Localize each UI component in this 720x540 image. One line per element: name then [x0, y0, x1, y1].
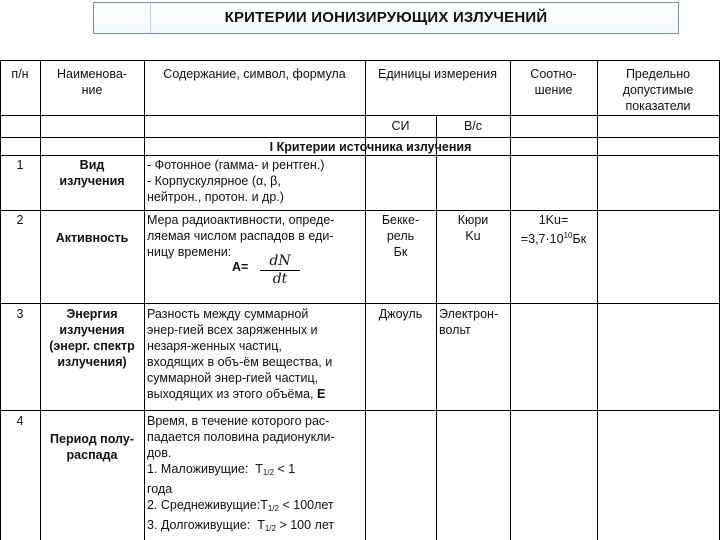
content-text: 1. Маложивущие: — [147, 462, 249, 476]
row-num: 4 — [16, 414, 24, 428]
header-name-line: Наименова- — [57, 67, 127, 81]
grid-line-v — [40, 60, 41, 540]
unit-line: рель — [386, 229, 415, 243]
header-limits — [597, 66, 719, 114]
row-si-unit — [365, 212, 436, 260]
content-line: Время, в течение которого рас- — [147, 414, 330, 428]
content-line: дов. — [147, 446, 172, 460]
content-text: 3. Долгоживущие: — [147, 518, 251, 532]
row-name: Активность — [55, 231, 129, 245]
grid-line-h — [0, 410, 720, 411]
content-text: 2. Среднеживущие: — [147, 498, 261, 512]
content-line: года — [147, 482, 173, 496]
row-name-line: (энерг. спектр — [49, 339, 135, 353]
content-line: входящих в объ-ём вещества, и — [147, 355, 333, 369]
grid-line-v — [510, 60, 511, 540]
header-content: Содержание, символ, формула — [163, 67, 346, 81]
row-content — [147, 212, 365, 260]
subheader-offsystem: В/с — [463, 119, 483, 133]
grid-line-h — [0, 115, 720, 116]
content-line: падается половина радионукли- — [147, 430, 335, 444]
formula-numerator: dN — [269, 253, 291, 269]
activity-formula-label: A= — [232, 260, 249, 274]
row-content — [147, 306, 365, 402]
row-name-line: Вид — [79, 158, 105, 172]
row-content — [147, 157, 365, 205]
grid-line-v — [144, 60, 145, 540]
content-line: - Фотонное (гамма- и рентген.) — [147, 158, 325, 172]
content-line: ницу времени: — [147, 245, 232, 259]
unit-line: Электрон- — [439, 307, 499, 321]
row-num: 3 — [16, 307, 24, 321]
unit-line: Кюри — [457, 213, 489, 227]
half-life-subscript: 1/2 — [267, 504, 279, 513]
grid-line-v — [0, 60, 1, 540]
half-life-subscript: 1/2 — [262, 468, 275, 477]
unit-line: Бекке- — [381, 213, 420, 227]
ratio-unit: Бк — [572, 232, 587, 247]
row-name-line: Энергия — [66, 307, 118, 321]
header-num: п/н — [11, 67, 29, 81]
row-name-line: излучения — [59, 323, 125, 337]
row-content — [147, 413, 365, 537]
unit-line: вольт — [439, 323, 471, 337]
content-line: энер-гией всех заряженных и — [147, 323, 318, 337]
unit-line: Ku — [465, 229, 481, 243]
header-ratio — [510, 66, 597, 98]
content-line: Разность между суммарной — [147, 307, 309, 321]
header-name — [40, 66, 144, 98]
condition: > 100 лет — [279, 518, 335, 532]
half-life-symbol: T — [260, 498, 268, 512]
header-units: Единицы измерения — [378, 67, 497, 81]
grid-line-h — [0, 303, 720, 304]
half-life-symbol: T — [255, 462, 263, 476]
row-name — [40, 306, 144, 370]
content-text: выходящих из этого объёма, — [147, 387, 314, 401]
activity-formula-fraction — [256, 254, 304, 287]
row-name — [40, 431, 144, 463]
header-limits-line: показатели — [625, 99, 691, 113]
header-name-line: ние — [81, 83, 103, 97]
header-ratio-line: шение — [534, 83, 573, 97]
title-box — [93, 2, 679, 34]
row-num: 1 — [16, 158, 24, 172]
ratio-line — [510, 228, 597, 247]
ratio-line: 1Ku= — [538, 213, 569, 227]
grid-line-h — [0, 155, 720, 156]
grid-line-h — [0, 60, 720, 61]
content-line — [147, 497, 365, 517]
row-name-line: распада — [66, 448, 118, 462]
row-offsystem-unit — [436, 212, 510, 244]
half-life-subscript: 1/2 — [264, 524, 276, 533]
content-line: нейтрон., протон. и др.) — [147, 190, 284, 204]
row-offsystem-unit — [439, 306, 510, 338]
row-name — [40, 157, 144, 189]
header-ratio-line: Соотно- — [530, 67, 577, 81]
row-num: 2 — [16, 213, 24, 227]
row-name-line: Период полу- — [50, 432, 134, 446]
content-line: суммарной энер-гией частиц, — [147, 371, 319, 385]
grid-line-v — [597, 60, 598, 540]
page-title: КРИТЕРИИ ИОНИЗИРУЮЩИХ ИЗЛУЧЕНИЙ — [224, 9, 548, 26]
content-line — [147, 461, 365, 481]
content-line — [147, 517, 365, 537]
content-line — [147, 386, 365, 402]
subheader-si: СИ — [391, 119, 410, 133]
row-si-unit: Джоуль — [378, 307, 423, 321]
condition: < 100лет — [282, 498, 334, 512]
row-name-line: излучения) — [57, 355, 127, 369]
ratio-exponent: 10 — [563, 231, 573, 240]
energy-symbol: Е — [316, 387, 326, 401]
ratio-base: =3,7·10 — [520, 232, 564, 247]
content-line: незаря-женных частиц, — [147, 339, 282, 353]
half-life-symbol: T — [257, 518, 265, 532]
unit-line: Бк — [393, 245, 408, 259]
condition: < 1 — [277, 462, 296, 476]
header-limits-line: Предельно — [625, 67, 691, 81]
grid-line-h — [0, 137, 720, 138]
grid-line-h — [0, 210, 720, 211]
row-name-line: излучения — [59, 174, 125, 188]
row-ratio — [510, 212, 597, 247]
content-line: ляемая числом распадов в еди- — [147, 229, 334, 243]
content-line: Мера радиоактивности, опреде- — [147, 213, 335, 227]
section-title: I Критерии источника излучения — [269, 140, 472, 154]
formula-denominator: dt — [272, 271, 288, 287]
content-line: - Корпускулярное (α, β, — [147, 174, 281, 188]
grid-line-v — [436, 115, 437, 540]
header-limits-line: допустимые — [622, 83, 694, 97]
